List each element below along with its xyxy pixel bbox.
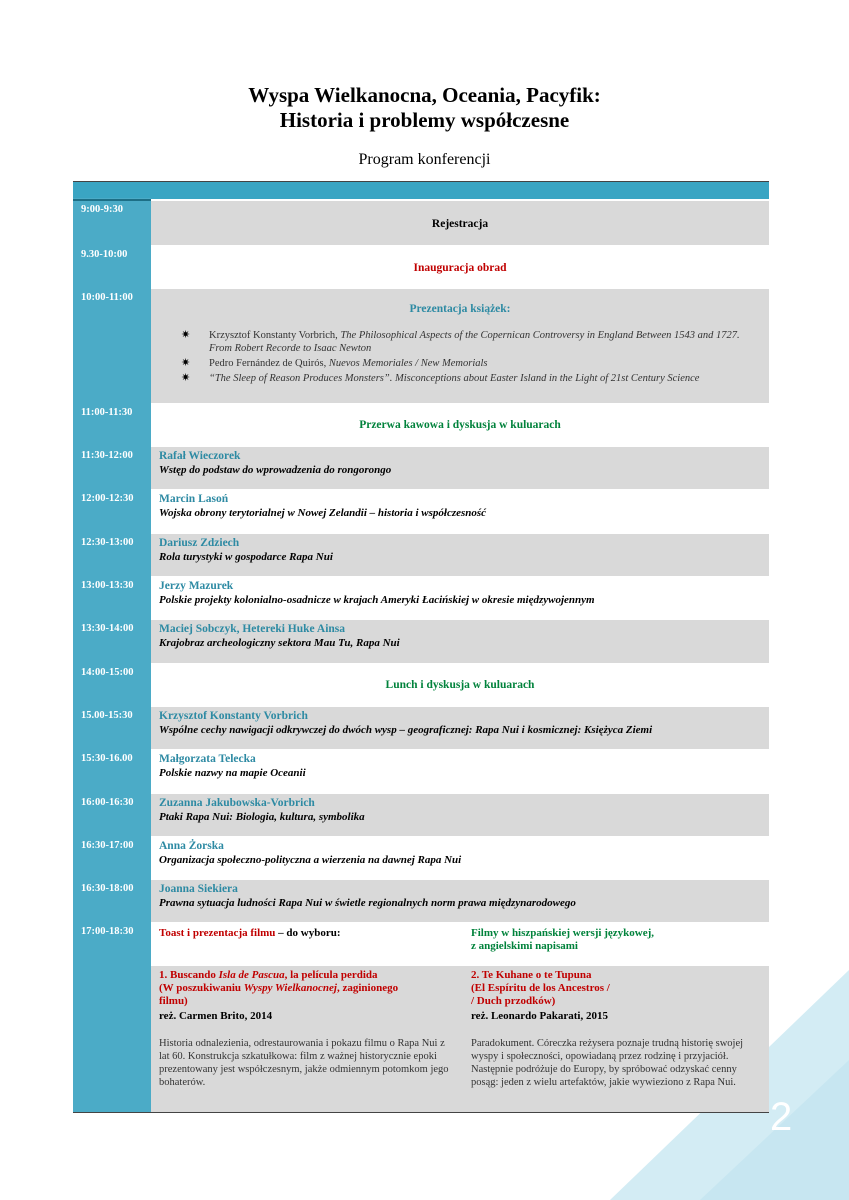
row-talk [73, 446, 769, 489]
films-heading-left: Toast i prezentacja filmu – do wyboru: [159, 927, 341, 939]
page-number: 2 [770, 1095, 793, 1139]
asterisk-icon: ✷ [181, 372, 191, 384]
speaker-name: Jerzy Mazurek [159, 580, 234, 592]
document-title-line1: Wyspa Wielkanocna, Oceania, Pacyfik: [248, 83, 601, 107]
time-label: 12:30-13:00 [81, 537, 134, 548]
film2-description: Paradokument. Córeczka reżysera poznaje trudną historię swojej wyspy i społeczności, opowiadaną przez rodzinę i przyjaciół. Następnie podróżuje do Europy, by spróbować odzyskać cenny posąg: jeden z wielu artefaktów, jakie wywieziono z Rapa Nui. [471, 1038, 744, 1088]
speaker-name: Anna Żorska [159, 840, 224, 852]
talk-title: Wstęp do podstaw do wprowadzenia do rongorongo [159, 464, 392, 476]
document-subtitle: Program konferencji [358, 151, 491, 168]
time-label: 15:30-16.00 [81, 753, 133, 764]
time-label: 11:30-12:00 [81, 450, 133, 461]
speaker-name: Krzysztof Konstanty Vorbrich [159, 710, 308, 722]
coffee-label: Przerwa kawowa i dyskusja w kuluarach [359, 419, 561, 431]
talk-title: Rola turystyki w gospodarce Rapa Nui [159, 551, 333, 563]
speaker-name: Zuzanna Jakubowska-Vorbrich [159, 797, 315, 809]
time-label: 10:00-11:00 [81, 292, 133, 303]
row-books [73, 288, 769, 403]
talk-title: Ptaki Rapa Nui: Biologia, kultura, symbolika [159, 811, 365, 823]
row-talk [73, 619, 769, 663]
lunch-label: Lunch i dyskusja w kuluarach [385, 679, 535, 691]
book-list [181, 329, 761, 387]
row-talk [73, 533, 769, 576]
time-label: 14:00-15:00 [81, 667, 134, 678]
schedule-table [73, 181, 769, 1113]
row-talk [73, 749, 769, 793]
row-films-details [73, 965, 769, 1112]
row-films-header [73, 922, 769, 965]
row-talk [73, 706, 769, 749]
time-label: 16:30-18:00 [81, 883, 134, 894]
talk-title: Organizacja społeczno-polityczna a wierzenia na dawnej Rapa Nui [159, 854, 462, 866]
speaker-name: Joanna Siekiera [159, 883, 238, 895]
books-label: Prezentacja książek: [409, 303, 511, 315]
talk-title: Polskie nazwy na mapie Oceanii [159, 767, 306, 779]
registration-label: Rejestracja [431, 218, 489, 230]
table-header-bar [73, 181, 769, 199]
time-label: 9.30-10:00 [81, 249, 128, 260]
row-opening [73, 245, 769, 288]
list-item: ✷ Pedro Fernández de Quirós, Nuevos Memoriales / New Memorials [181, 357, 488, 369]
time-label: 17:00-18:30 [81, 926, 134, 937]
row-talk [73, 576, 769, 619]
document-title-line2: Historia i problemy współczesne [279, 108, 570, 132]
film1-description: Historia odnalezienia, odrestaurowania i pokazu filmu o Rapa Nui z lat 60. Konstrukcja szkatułkowa: film z ważnej historycznie epoki prezentowany jest współczesnym, jakże odmiennym potomkom jego bohaterów. [159, 1038, 449, 1088]
time-label: 11:00-11:30 [81, 407, 133, 418]
films-heading-right: Filmy w hiszpańskiej wersji językowej, z angielskimi napisami [471, 927, 655, 952]
time-label: 15.00-15:30 [81, 710, 133, 721]
speaker-name: Małgorzata Telecka [159, 753, 256, 765]
row-coffee-break [73, 403, 769, 446]
film2-title: 2. Te Kuhane o te Tupuna (El Espíritu de los Ancestros / / Duch przodków) [471, 969, 610, 1007]
film2-director: reż. Leonardo Pakarati, 2015 [471, 1010, 608, 1022]
time-label: 12:00-12:30 [81, 493, 134, 504]
time-label: 16:00-16:30 [81, 797, 134, 808]
asterisk-icon: ✷ [181, 357, 191, 369]
speaker-name: Rafał Wieczorek [159, 450, 241, 462]
time-label: 9:00-9:30 [81, 204, 123, 215]
time-label: 13:00-13:30 [81, 580, 134, 591]
talk-title: Wspólne cechy nawigacji odkrywczej do dwóch wysp – geograficznej: Rapa Nui i kosmicznej: Księżyca Ziemi [159, 724, 653, 736]
time-label: 16:30-17:00 [81, 840, 134, 851]
speaker-name: Maciej Sobczyk, Hetereki Huke Ainsa [159, 623, 346, 635]
row-talk [73, 879, 769, 922]
list-item: ✷ Krzysztof Konstanty Vorbrich, The Philosophical Aspects of the Copernican Controversy in England Between 1543 and 1727. From Robert Recorde to Isaac Newton [181, 329, 740, 354]
film1-title: 1. Buscando Isla de Pascua, la película perdida (W poszukiwaniu Wyspy Wielkanocnej, zaginionego filmu) [159, 969, 399, 1007]
speaker-name: Marcin Lasoń [159, 493, 229, 505]
row-lunch [73, 663, 769, 706]
talk-title: Prawna sytuacja ludności Rapa Nui w świetle regionalnych norm prawa międzynarodowego [159, 897, 576, 909]
opening-label: Inauguracja obrad [413, 262, 507, 274]
film1-director: reż. Carmen Brito, 2014 [159, 1010, 273, 1022]
talk-title: Krajobraz archeologiczny sektora Mau Tu, Rapa Nui [159, 637, 400, 649]
talk-title: Polskie projekty kolonialno-osadnicze w krajach Ameryki Łacińskiej w okresie międzywojennym [159, 594, 595, 606]
asterisk-icon: ✷ [181, 329, 191, 341]
speaker-name: Dariusz Zdziech [159, 537, 240, 549]
row-talk [73, 489, 769, 533]
row-talk [73, 836, 769, 879]
row-registration [73, 200, 769, 245]
time-label: 13:30-14:00 [81, 623, 134, 634]
row-talk [73, 793, 769, 836]
list-item: ✷ “The Sleep of Reason Produces Monsters”. Misconceptions about Easter Island in the Light of 21st Century Science [181, 372, 700, 384]
talk-title: Wojska obrony terytorialnej w Nowej Zelandii – historia i współczesność [159, 507, 487, 519]
